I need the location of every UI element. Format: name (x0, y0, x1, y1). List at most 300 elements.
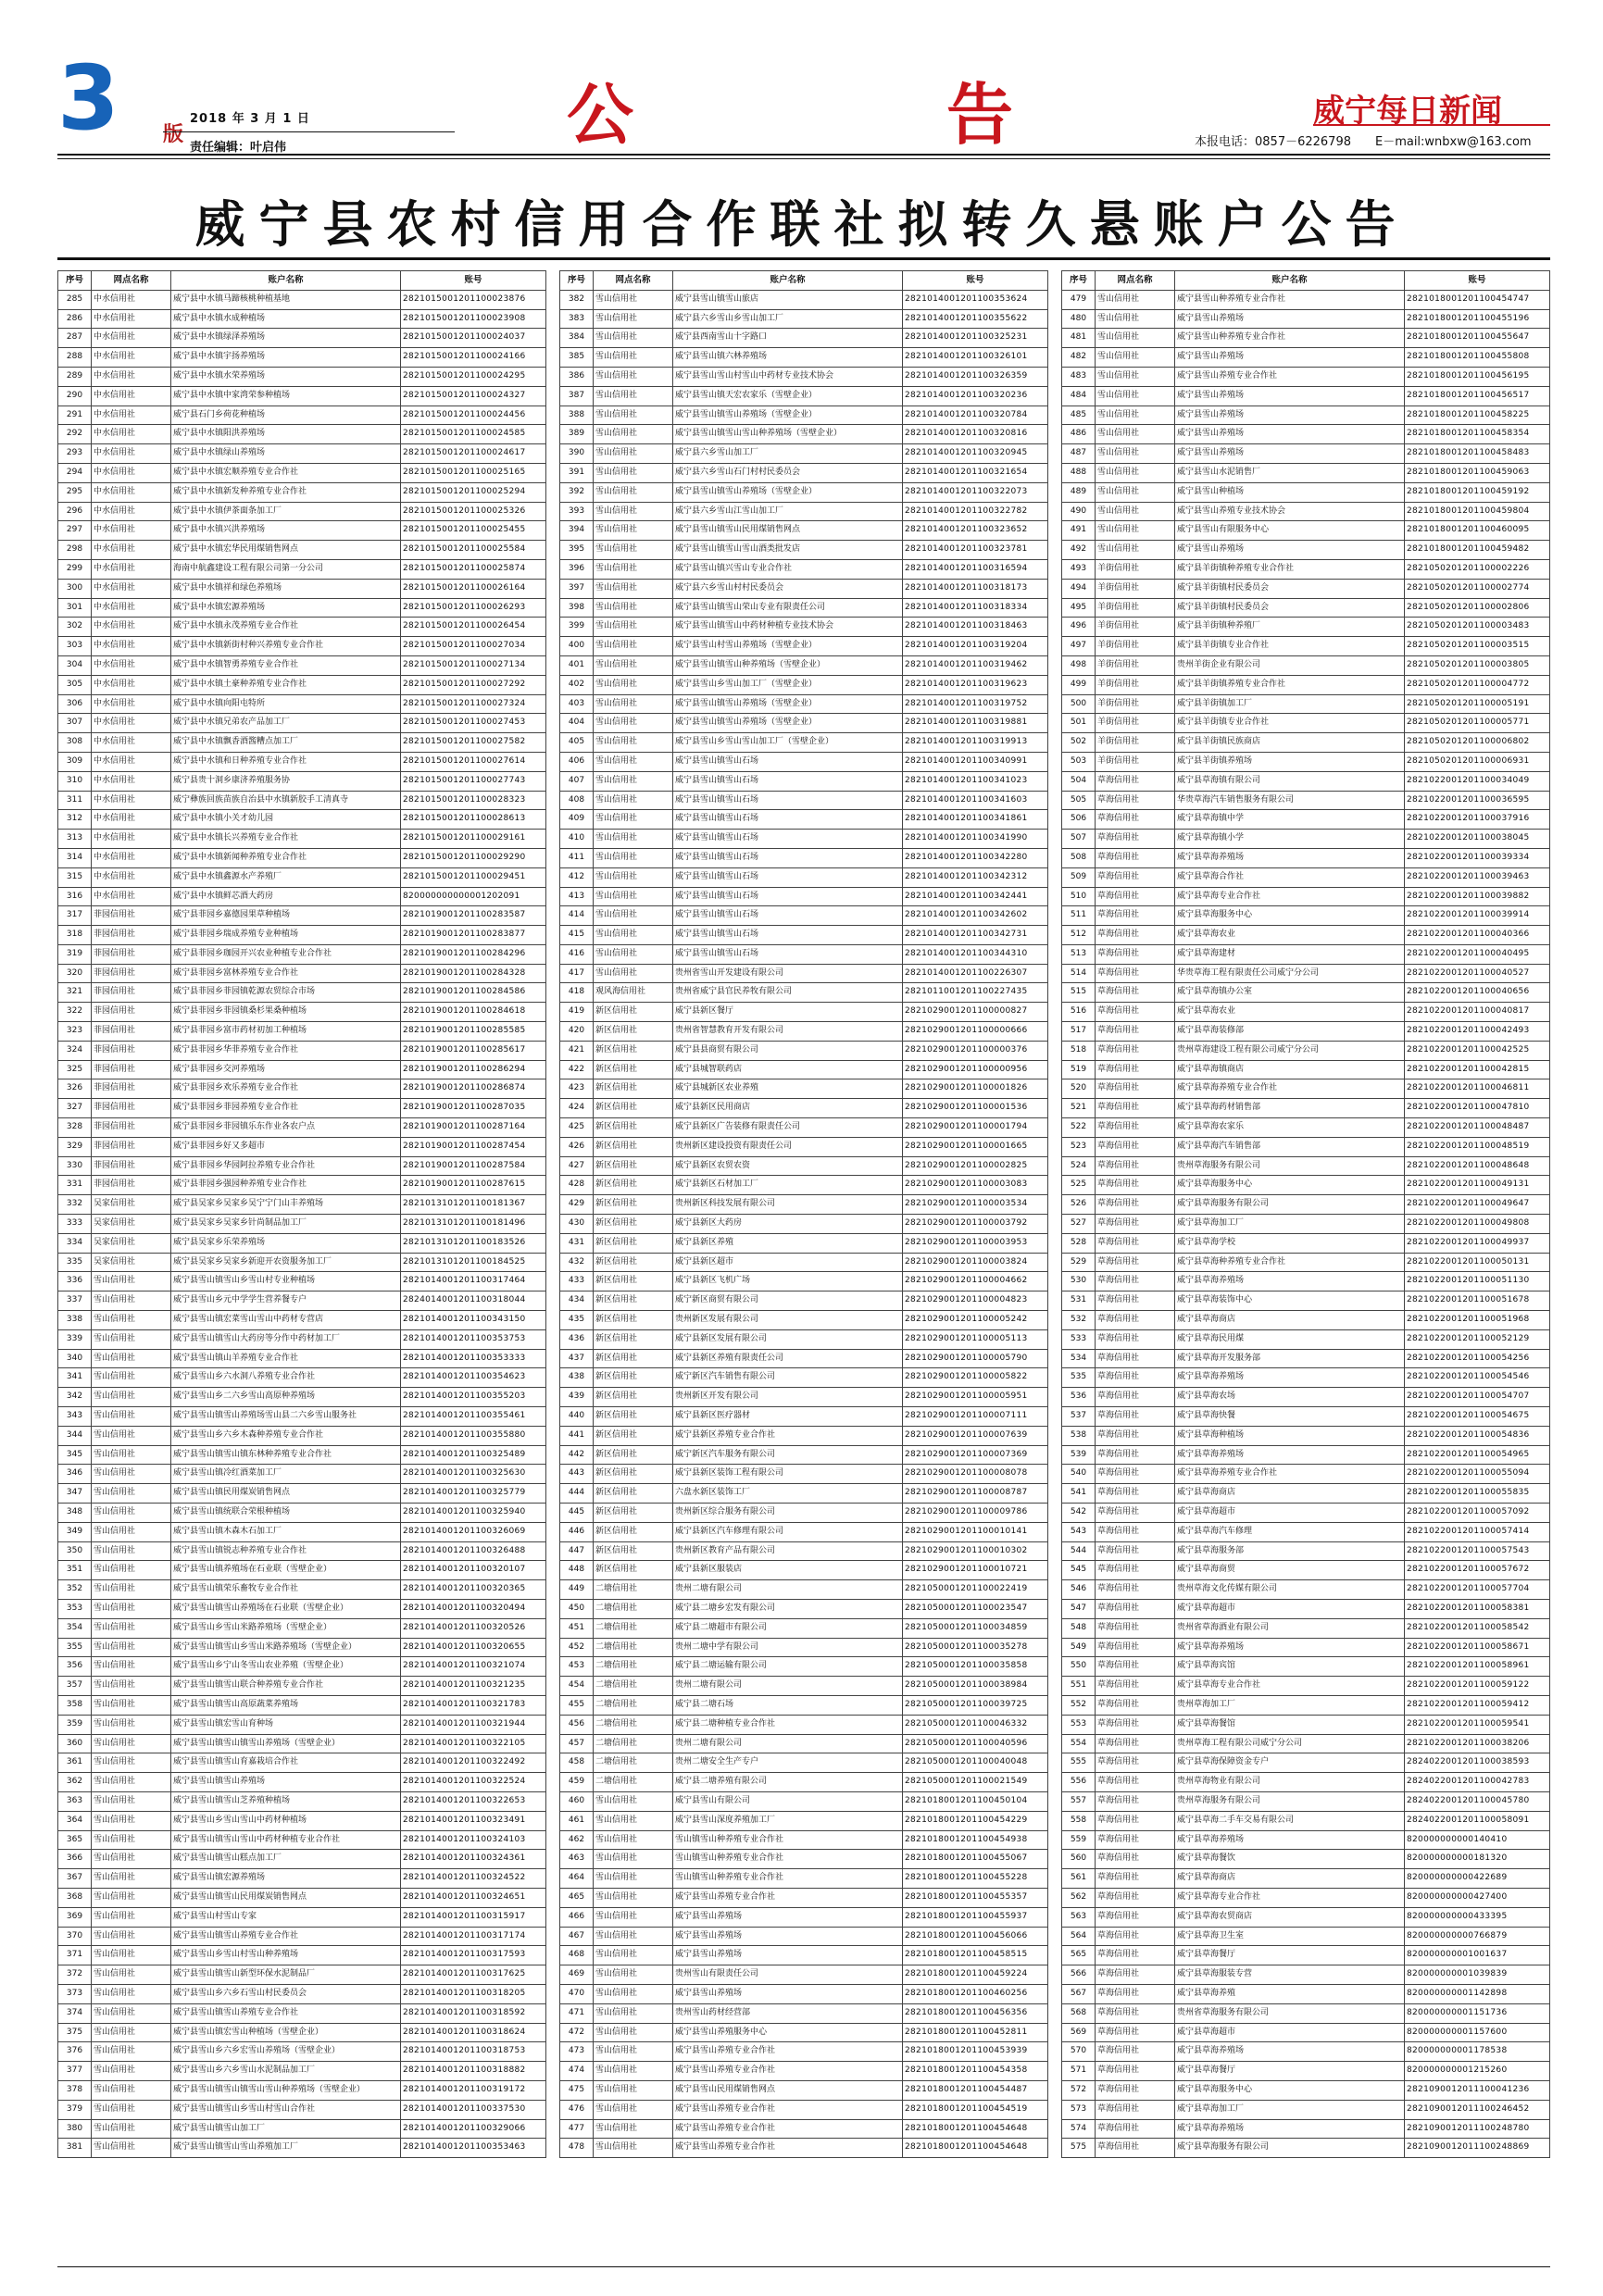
row-number: 480 (1062, 309, 1096, 329)
row-number: 461 (560, 1811, 594, 1830)
account-name: 贵州二塘中学有限公司 (673, 1638, 903, 1657)
account-name: 威宁县中水镇宏源养殖场 (171, 598, 401, 618)
branch-name: 雪山信用社 (594, 1791, 673, 1811)
account-number: 2821022001201100037916 (1405, 810, 1550, 830)
table-row (58, 906, 546, 926)
table-row (58, 964, 546, 983)
row-number: 432 (560, 1253, 594, 1272)
table-row (560, 406, 1048, 425)
row-number: 378 (58, 2080, 92, 2100)
account-name: 威宁县中水镇绿泽养殖场 (171, 329, 401, 348)
table-row (58, 1176, 546, 1195)
account-number: 2821014001201100320816 (903, 425, 1048, 444)
table-row (58, 1638, 546, 1657)
account-number: 2821018001201100455196 (1405, 309, 1550, 329)
account-number: 2821019001201100287615 (401, 1176, 546, 1195)
row-number: 516 (1062, 1003, 1096, 1022)
account-name: 威宁县草海养殖专业合作社 (1175, 1079, 1405, 1099)
table-row (58, 1618, 546, 1638)
account-number: 2821014001201100321783 (401, 1695, 546, 1715)
account-name: 威宁县吴家乡吴家乡吴宁宁门山丰养殖场 (171, 1195, 401, 1215)
branch-name: 雪山信用社 (594, 830, 673, 849)
account-name: 威宁县城智联药店 (673, 1060, 903, 1079)
account-number: 2821014001201100320236 (903, 386, 1048, 406)
table-row (560, 1984, 1048, 2003)
row-number: 310 (58, 771, 92, 791)
row-number: 380 (58, 2119, 92, 2139)
row-number: 441 (560, 1426, 594, 1445)
account-name: 威宁县新区广告装修有限责任公司 (673, 1118, 903, 1138)
row-number: 393 (560, 502, 594, 521)
table-row (58, 771, 546, 791)
table-row (58, 502, 546, 521)
branch-name: 羊街信用社 (1096, 714, 1175, 733)
table-row (1062, 1888, 1550, 1907)
branch-name: 雪山信用社 (594, 329, 673, 348)
account-number: 2821015001201100024617 (401, 444, 546, 464)
account-number: 2821014001201100320945 (903, 444, 1048, 464)
table-row (58, 1657, 546, 1677)
account-number: 2821015001201100029290 (401, 848, 546, 867)
account-name: 威宁县草海餐饮 (1175, 1850, 1405, 1869)
account-number: 2821014001201100341990 (903, 830, 1048, 849)
account-number: 2821022001201100054836 (1405, 1426, 1550, 1445)
table-row (1062, 848, 1550, 867)
row-number: 382 (560, 290, 594, 309)
account-name: 威宁县雪山镇荣乐畜牧专业合作社 (171, 1580, 401, 1600)
row-number: 300 (58, 579, 92, 598)
table-row (560, 1927, 1048, 1946)
account-number: 2821018001201100459063 (1405, 463, 1550, 482)
branch-name: 雪山信用社 (92, 1368, 171, 1388)
row-number: 500 (1062, 694, 1096, 714)
table-row (58, 386, 546, 406)
account-number: 2821014001201100326101 (903, 348, 1048, 368)
branch-name: 草海信用社 (1096, 1233, 1175, 1253)
account-number: 2824022001201100038593 (1405, 1753, 1550, 1773)
row-number: 399 (560, 618, 594, 637)
branch-name: 中水信用社 (92, 887, 171, 906)
row-number: 558 (1062, 1811, 1096, 1830)
row-number: 331 (58, 1176, 92, 1195)
account-number: 2821018001201100454229 (903, 1811, 1048, 1830)
row-number: 475 (560, 2080, 594, 2100)
account-number: 2821022001201100058381 (1405, 1599, 1550, 1618)
account-name: 贵州新区开发有限公司 (673, 1388, 903, 1407)
branch-name: 草海信用社 (1096, 1753, 1175, 1773)
table-row (1062, 463, 1550, 482)
account-number: 2821050001201100038984 (903, 1677, 1048, 1696)
table-row (1062, 348, 1550, 368)
account-number: 2821015001201100023876 (401, 290, 546, 309)
account-number: 2821029001201100008078 (903, 1465, 1048, 1484)
table-row (560, 309, 1048, 329)
table-row (58, 1811, 546, 1830)
account-name: 威宁县雪山乡六乡木森种养殖专业合作社 (171, 1426, 401, 1445)
row-number: 313 (58, 830, 92, 849)
row-number: 457 (560, 1734, 594, 1753)
row-number: 449 (560, 1580, 594, 1600)
table-row (1062, 290, 1550, 309)
account-name: 威宁县草海专业合作社 (1175, 887, 1405, 906)
branch-name: 新区信用社 (594, 1272, 673, 1292)
branch-name: 雪山信用社 (92, 1984, 171, 2003)
account-name: 威宁县草海餐厅 (1175, 2062, 1405, 2081)
account-name: 威宁县草海农业 (1175, 926, 1405, 945)
branch-name: 草海信用社 (1096, 1830, 1175, 1850)
branch-name: 草海信用社 (1096, 926, 1175, 945)
row-number: 466 (560, 1907, 594, 1927)
account-name: 威宁县雪山镇山羊养殖专业合作社 (171, 1349, 401, 1368)
account-name: 威宁县雪山养殖场 (673, 1946, 903, 1965)
row-number: 495 (1062, 598, 1096, 618)
table-row (1062, 1715, 1550, 1734)
account-number: 2821019001201100287454 (401, 1137, 546, 1156)
account-name: 威宁县羊街镇专业合作社 (1175, 714, 1405, 733)
account-name: 贵州新区教育产品有限公司 (673, 1541, 903, 1561)
account-name: 威宁县菲园乡菲园养殖专业合作社 (171, 1099, 401, 1118)
table-row (58, 1773, 546, 1792)
row-number: 541 (1062, 1484, 1096, 1504)
branch-name: 草海信用社 (1096, 1522, 1175, 1541)
account-number: 2821015001201100023908 (401, 309, 546, 329)
row-number: 392 (560, 482, 594, 502)
branch-name: 雪山信用社 (92, 1618, 171, 1638)
table-column-2 (559, 270, 1047, 2158)
account-name: 威宁县雪山镇雪山高原蔬菜养殖场 (171, 1695, 401, 1715)
row-number: 327 (58, 1099, 92, 1118)
table-row (58, 425, 546, 444)
account-number: 2821014001201100321074 (401, 1657, 546, 1677)
account-number: 2821050001201100046332 (903, 1715, 1048, 1734)
row-number: 317 (58, 906, 92, 926)
branch-name: 中水信用社 (92, 444, 171, 464)
row-number: 533 (1062, 1329, 1096, 1349)
account-name: 威宁县六乡雪山江雪山加工厂 (673, 502, 903, 521)
table-row (58, 1561, 546, 1580)
row-number: 424 (560, 1099, 594, 1118)
row-number: 408 (560, 791, 594, 810)
row-number: 471 (560, 2003, 594, 2023)
row-number: 351 (58, 1561, 92, 1580)
branch-name: 草海信用社 (1096, 1368, 1175, 1388)
branch-name: 雪山信用社 (92, 2003, 171, 2023)
account-name: 威宁县雪山镇雪山乡雪山米路养殖场（雪壁企业） (171, 1638, 401, 1657)
account-name: 威宁县雪山乡元中学学生营养餐专户 (171, 1292, 401, 1311)
row-number: 421 (560, 1041, 594, 1060)
account-number: 2821022001201100054546 (1405, 1368, 1550, 1388)
account-name: 威宁县雪山镇雪山石场 (673, 926, 903, 945)
row-number: 426 (560, 1137, 594, 1156)
row-number: 569 (1062, 2023, 1096, 2042)
branch-name: 中水信用社 (92, 521, 171, 541)
row-number: 549 (1062, 1638, 1096, 1657)
account-number: 2821019001201100286874 (401, 1079, 546, 1099)
branch-name: 菲园信用社 (92, 926, 171, 945)
branch-name: 中水信用社 (92, 675, 171, 694)
table-row (1062, 1695, 1550, 1715)
account-number: 2821029001201100003792 (903, 1215, 1048, 1234)
branch-name: 雪山信用社 (1096, 425, 1175, 444)
account-number: 2821050001201100034859 (903, 1618, 1048, 1638)
account-name: 威宁县草海装修部 (1175, 1022, 1405, 1042)
table-row (560, 906, 1048, 926)
branch-name: 雪山信用社 (594, 2062, 673, 2081)
row-number: 402 (560, 675, 594, 694)
branch-name: 草海信用社 (1096, 1329, 1175, 1349)
account-name: 威宁县草海养殖场 (1175, 848, 1405, 867)
branch-name: 雪山信用社 (1096, 348, 1175, 368)
account-number: 2821014001201100318334 (903, 598, 1048, 618)
branch-name: 中水信用社 (92, 714, 171, 733)
branch-name: 新区信用社 (594, 1060, 673, 1079)
row-number: 404 (560, 714, 594, 733)
account-name: 威宁县雪山雪山村雪山中药材专业技术协会 (673, 367, 903, 386)
account-name: 贵州省智慧教育开发有限公司 (673, 1022, 903, 1042)
row-number: 342 (58, 1388, 92, 1407)
branch-name: 草海信用社 (1096, 1811, 1175, 1830)
account-name: 贵州新区发展有限公司 (673, 1311, 903, 1330)
row-number: 311 (58, 791, 92, 810)
branch-name: 草海信用社 (1096, 771, 1175, 791)
row-number: 306 (58, 694, 92, 714)
row-number: 446 (560, 1522, 594, 1541)
account-name: 威宁县雪山乡六乡雪山水泥制品加工厂 (171, 2062, 401, 2081)
account-number: 2821014001201100318463 (903, 618, 1048, 637)
account-name: 威宁县中水镇中家湾荣参种植场 (171, 386, 401, 406)
row-number: 462 (560, 1830, 594, 1850)
row-number: 468 (560, 1946, 594, 1965)
branch-name: 雪山信用社 (92, 2080, 171, 2100)
header-branch: 网点名称 (594, 271, 673, 291)
branch-name: 草海信用社 (1096, 1580, 1175, 1600)
row-number: 347 (58, 1484, 92, 1504)
account-name: 威宁县草海服务中心 (1175, 906, 1405, 926)
table-row (560, 983, 1048, 1003)
table-row (58, 1003, 546, 1022)
table-row (560, 1349, 1048, 1368)
account-number: 2821014001201100342280 (903, 848, 1048, 867)
account-name: 威宁县草海服务有限公司 (1175, 1195, 1405, 1215)
account-number: 2821014001201100318173 (903, 579, 1048, 598)
branch-name: 草海信用社 (1096, 1484, 1175, 1504)
account-name: 威宁县新区大药房 (673, 1215, 903, 1234)
branch-name: 雪山信用社 (594, 867, 673, 887)
account-name: 威宁县新区民用商店 (673, 1099, 903, 1118)
branch-name: 雪山信用社 (594, 2080, 673, 2100)
account-number: 2821029001201100003953 (903, 1233, 1048, 1253)
account-name: 威宁县雪山养殖专业合作社 (673, 2062, 903, 2081)
account-number: 2821018001201100454648 (903, 2119, 1048, 2139)
row-number: 514 (1062, 964, 1096, 983)
account-name: 威宁县草海合作社 (1175, 867, 1405, 887)
account-name: 威宁县新区超市 (673, 1253, 903, 1272)
branch-name: 雪山信用社 (594, 290, 673, 309)
page-number: 3 (57, 46, 119, 150)
account-name: 威宁县草海汽车修理 (1175, 1522, 1405, 1541)
branch-name: 雪山信用社 (1096, 502, 1175, 521)
account-number: 2821014001201100342731 (903, 926, 1048, 945)
row-number: 343 (58, 1407, 92, 1427)
account-name: 威宁县中水镇新街村种兴养殖专业合作社 (171, 637, 401, 656)
account-name: 威宁县雪山镇养殖场在石业联（雪壁企业） (171, 1561, 401, 1580)
row-number: 289 (58, 367, 92, 386)
table-row (58, 1677, 546, 1696)
account-number: 2821019001201100285585 (401, 1022, 546, 1042)
row-number: 512 (1062, 926, 1096, 945)
table-row (58, 541, 546, 560)
account-name: 威宁县雪山镇雪山糕点加工厂 (171, 1850, 401, 1869)
account-name: 威宁县雪山镇雪山养殖场（雪壁企业） (673, 714, 903, 733)
row-number: 444 (560, 1484, 594, 1504)
table-row (58, 791, 546, 810)
account-number: 2821014001201100325231 (903, 329, 1048, 348)
table-row (1062, 637, 1550, 656)
account-number: 2821015001201100025874 (401, 559, 546, 579)
table-row (1062, 2003, 1550, 2023)
branch-name: 中水信用社 (92, 791, 171, 810)
branch-name: 草海信用社 (1096, 1253, 1175, 1272)
branch-name: 雪山信用社 (92, 1811, 171, 1830)
table-row (560, 2042, 1048, 2062)
branch-name: 中水信用社 (92, 867, 171, 887)
table-row (58, 810, 546, 830)
account-number: 2821022001201100048487 (1405, 1118, 1550, 1138)
branch-name: 雪山信用社 (594, 887, 673, 906)
table-row (560, 1715, 1048, 1734)
account-name: 威宁县羊街镇种养殖厂 (1175, 618, 1405, 637)
account-number: 2821018001201100460256 (903, 1984, 1048, 2003)
account-name: 威宁县中水镇智勇养殖专业合作社 (171, 655, 401, 675)
account-name: 威宁县雪山镇雪山旅店 (673, 290, 903, 309)
row-number: 312 (58, 810, 92, 830)
account-number: 2821011001201100227435 (903, 983, 1048, 1003)
branch-name: 雪山信用社 (594, 771, 673, 791)
row-number: 400 (560, 637, 594, 656)
table-row (1062, 675, 1550, 694)
row-number: 557 (1062, 1791, 1096, 1811)
branch-name: 草海信用社 (1096, 1657, 1175, 1677)
account-name: 贵州二塘有限公司 (673, 1677, 903, 1696)
table-row (1062, 1099, 1550, 1118)
table-row (1062, 1984, 1550, 2003)
account-number: 2821019001201100283587 (401, 906, 546, 926)
account-number: 2821022001201100046811 (1405, 1079, 1550, 1099)
account-name: 威宁县六乡雪山村村民委员会 (673, 579, 903, 598)
edition-label: 版 (163, 123, 184, 146)
account-name: 威宁县草海服务中心 (1175, 2080, 1405, 2100)
row-number: 467 (560, 1927, 594, 1946)
account-number: 2821014001201100319623 (903, 675, 1048, 694)
row-number: 356 (58, 1657, 92, 1677)
branch-name: 二塘信用社 (594, 1599, 673, 1618)
account-number: 2821013101201100183526 (401, 1233, 546, 1253)
row-number: 337 (58, 1292, 92, 1311)
branch-name: 雪山信用社 (92, 1888, 171, 1907)
account-name: 威宁县羊街镇养殖专业合作社 (1175, 675, 1405, 694)
row-number: 427 (560, 1156, 594, 1176)
account-number: 2821029001201100004823 (903, 1292, 1048, 1311)
branch-name: 中水信用社 (92, 367, 171, 386)
account-name: 威宁县雪山镇雪山加工厂 (171, 2119, 401, 2139)
account-name: 威宁县菲园乡菲园镇乐东作业各农户点 (171, 1118, 401, 1138)
branch-name: 中水信用社 (92, 848, 171, 867)
row-number: 472 (560, 2023, 594, 2042)
account-number: 2821018001201100458354 (1405, 425, 1550, 444)
table-row (1062, 367, 1550, 386)
row-number: 527 (1062, 1215, 1096, 1234)
table-row (58, 926, 546, 945)
account-number: 2821015001201100024456 (401, 406, 546, 425)
row-number: 365 (58, 1830, 92, 1850)
branch-name: 草海信用社 (1096, 1946, 1175, 1965)
account-name: 威宁县草海服装专营 (1175, 1965, 1405, 1985)
table-row (58, 733, 546, 753)
branch-name: 雪山信用社 (594, 926, 673, 945)
account-number: 2821018001201100458515 (903, 1946, 1048, 1965)
row-number: 506 (1062, 810, 1096, 830)
account-number: 820000000001151736 (1405, 2003, 1550, 2023)
branch-name: 雪山信用社 (1096, 406, 1175, 425)
account-number: 2821014001201100320365 (401, 1580, 546, 1600)
account-name: 威宁县西南雪山十字路口 (673, 329, 903, 348)
branch-name: 草海信用社 (1096, 1618, 1175, 1638)
table-row (1062, 521, 1550, 541)
branch-name: 新区信用社 (594, 1484, 673, 1504)
branch-name: 中水信用社 (92, 694, 171, 714)
account-name: 威宁县草海装饰中心 (1175, 1292, 1405, 1311)
account-name: 威宁县新区石材加工厂 (673, 1176, 903, 1195)
account-name: 威宁县雪山养殖场 (1175, 309, 1405, 329)
account-number: 2821018001201100459224 (903, 1965, 1048, 1985)
account-name: 威宁县雪山镇雪山种养殖场（雪壁企业） (673, 655, 903, 675)
account-number: 2821022001201100040495 (1405, 944, 1550, 964)
account-number: 2821014001201100322073 (903, 482, 1048, 502)
branch-name: 草海信用社 (1096, 1677, 1175, 1696)
account-number: 2821014001201100324103 (401, 1830, 546, 1850)
table-row (560, 290, 1048, 309)
branch-name: 观风海信用社 (594, 983, 673, 1003)
table-row (1062, 867, 1550, 887)
branch-name: 草海信用社 (1096, 1773, 1175, 1792)
row-number: 445 (560, 1504, 594, 1523)
account-name: 威宁县菲园乡强园种养殖专业合作社 (171, 1176, 401, 1195)
row-number: 386 (560, 367, 594, 386)
account-name: 雪山镇雪山种养殖专业合作社 (673, 1830, 903, 1850)
branch-name: 雪山信用社 (92, 1465, 171, 1484)
row-number: 388 (560, 406, 594, 425)
branch-name: 羊街信用社 (1096, 637, 1175, 656)
branch-name: 草海信用社 (1096, 944, 1175, 964)
account-number: 2821029001201100003534 (903, 1195, 1048, 1215)
table-row (58, 309, 546, 329)
account-name: 威宁县草海服务中心 (1175, 1176, 1405, 1195)
row-number: 434 (560, 1292, 594, 1311)
table-row (58, 1850, 546, 1869)
account-name: 威宁县雪山镇雪山雪山中药材种植专业合作社 (171, 1830, 401, 1850)
branch-name: 雪山信用社 (1096, 309, 1175, 329)
account-name: 威宁县雪山镇雪山新型环保水泥制品厂 (171, 1965, 401, 1985)
account-name: 威宁县雪山养殖专业合作社 (673, 2139, 903, 2158)
row-number: 546 (1062, 1580, 1096, 1600)
account-number: 2821018001201100459192 (1405, 482, 1550, 502)
table-row (560, 830, 1048, 849)
table-row (560, 1561, 1048, 1580)
account-number: 2821018001201100450104 (903, 1791, 1048, 1811)
account-name: 威宁县六乡雪山加工厂 (673, 444, 903, 464)
row-number: 511 (1062, 906, 1096, 926)
table-row (1062, 1907, 1550, 1927)
